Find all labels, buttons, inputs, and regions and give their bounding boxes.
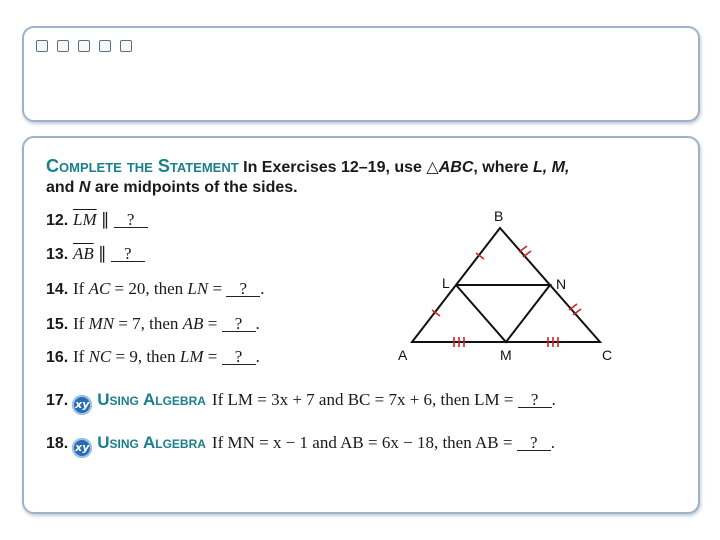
using-algebra-label: Using Algebra	[97, 390, 206, 409]
algebra-xy-icon: xy	[72, 438, 92, 458]
answer-blank[interactable]: ?	[222, 349, 256, 365]
section-title: Complete the Statement	[46, 156, 239, 176]
exercise-15: 15. If MN = 7, then AB = ? .	[46, 314, 260, 333]
answer-blank[interactable]: ?	[222, 316, 256, 332]
answer-blank[interactable]: ?	[517, 435, 551, 451]
checkbox-4[interactable]	[99, 40, 111, 52]
top-panel	[22, 26, 700, 122]
vertex-label-c: C	[602, 347, 613, 363]
tick-bn-1	[519, 246, 527, 252]
congruence-ticks	[432, 246, 581, 347]
triangle-abc-figure	[394, 208, 634, 368]
exercise-18: 18. xy Using Algebra If MN = x − 1 and AB = 6x − 18, then AB = ? .	[46, 433, 555, 458]
vertex-label-b: B	[494, 208, 504, 224]
vertex-label-a: A	[398, 347, 408, 363]
midsegment-triangle	[456, 285, 550, 342]
answer-blank[interactable]: ?	[114, 212, 148, 228]
checkbox-2[interactable]	[57, 40, 69, 52]
exercise-16: 16. If NC = 9, then LM = ? .	[46, 347, 260, 366]
vertex-label-n: N	[556, 276, 567, 292]
exercise-panel	[22, 136, 700, 514]
checkbox-1[interactable]	[36, 40, 48, 52]
checkbox-5[interactable]	[120, 40, 132, 52]
answer-blank[interactable]: ?	[111, 246, 145, 262]
exercise-14: 14. If AC = 20, then LN = ? .	[46, 279, 265, 298]
exercise-12: 12. $\overline{LM}$ ∥ ?	[46, 210, 148, 230]
instructions-heading: Complete the Statement In Exercises 12–19, use △ABC, where L, M, and N are midpoints of the sides.	[46, 156, 570, 196]
answer-blank[interactable]: ?	[518, 392, 552, 408]
checkbox-3[interactable]	[78, 40, 90, 52]
exercise-13: 13. $\overline{AB}$ ∥ ?	[46, 244, 145, 264]
answer-blank[interactable]: ?	[226, 281, 260, 297]
vertex-label-m: M	[500, 347, 512, 363]
exercise-17: 17. xy Using Algebra If LM = 3x + 7 and BC = 7x + 6, then LM = ? .	[46, 390, 556, 415]
vertex-label-l: L	[442, 275, 450, 291]
checkbox-row	[36, 40, 132, 52]
algebra-xy-icon: xy	[72, 395, 92, 415]
using-algebra-label: Using Algebra	[97, 433, 206, 452]
tick-bn-2	[523, 251, 531, 257]
